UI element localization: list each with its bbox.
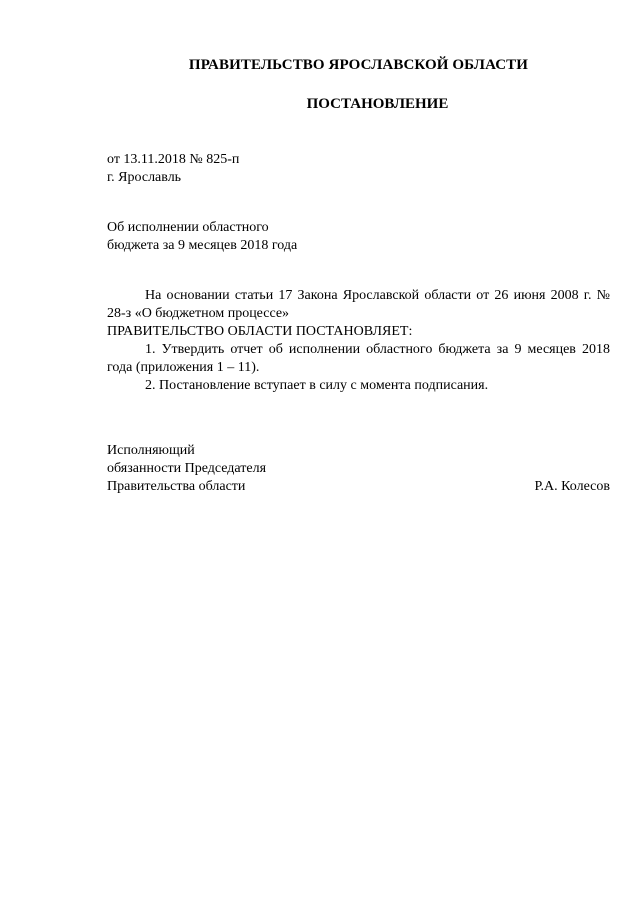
preamble-paragraph: На основании статьи 17 Закона Ярославской области от 26 июня 2008 г. № 28-з «О бюджетном процессе» <box>107 288 610 321</box>
signatory-title-line-1: Исполняющий <box>107 443 195 458</box>
resolves-paragraph: ПРАВИТЕЛЬСТВО ОБЛАСТИ ПОСТАНОВЛЯЕТ: <box>107 324 413 339</box>
document-type-heading: ПОСТАНОВЛЕНИЕ <box>306 96 449 112</box>
date-number: от 13.11.2018 № 825-п <box>107 152 240 167</box>
subject-line-2: бюджета за 9 месяцев 2018 года <box>107 238 298 253</box>
document-body <box>107 287 610 395</box>
document-subject <box>107 219 407 255</box>
signatory-name: Р.А. Колесов <box>534 479 610 494</box>
document-meta <box>107 151 507 187</box>
item-1-paragraph: 1. Утвердить отчет об исполнении областного бюджета за 9 месяцев 2018 года (приложения 1 – 11). <box>107 342 610 375</box>
signature-block <box>107 442 610 496</box>
signatory-title-line-2: обязанности Председателя <box>107 461 267 476</box>
item-2-paragraph: 2. Постановление вступает в силу с момента подписания. <box>145 378 489 393</box>
subject-line-1: Об исполнении областного <box>107 220 269 235</box>
signatory-title-line-3: Правительства области <box>107 479 246 494</box>
organization-heading: ПРАВИТЕЛЬСТВО ЯРОСЛАВСКОЙ ОБЛАСТИ <box>188 57 529 73</box>
city: г. Ярославль <box>107 170 182 185</box>
